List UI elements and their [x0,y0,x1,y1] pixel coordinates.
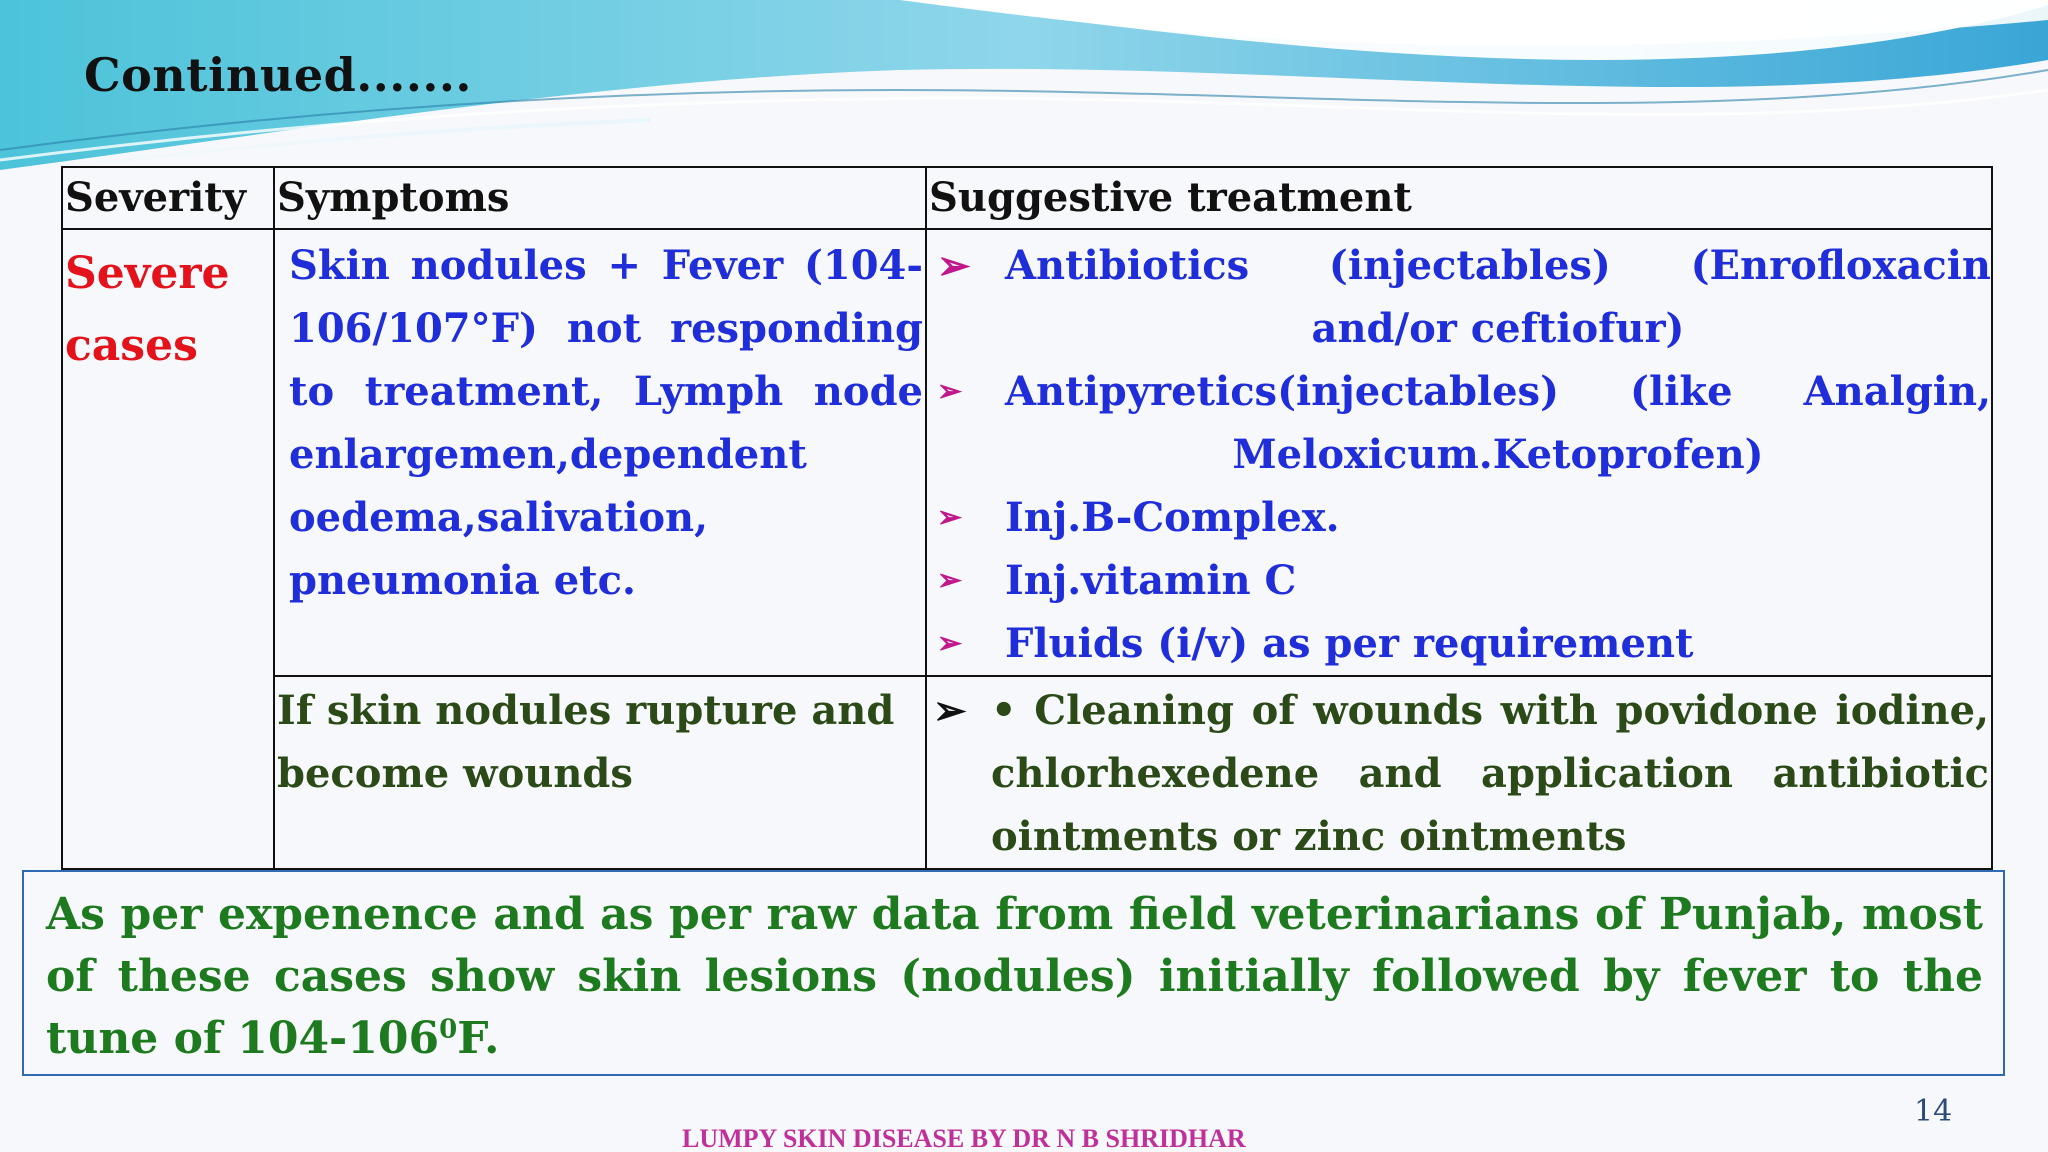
field-observation-note [22,870,2005,1076]
header-symptoms: Symptoms [274,167,926,229]
arrow-bullet-icon: ➢ [933,687,967,734]
treatment-table [61,166,1993,870]
treatment-line-cont: and/or ceftiofur) [1311,305,1685,352]
arrow-bullet-icon: ➢ [937,374,963,409]
severity-cell: Severe cases [62,229,274,869]
slide-title: Continued....... [84,48,472,102]
symptoms-cell: Skin nodules + Fever (104-106/107°F) not responding to treatment, Lymph node enlargemen,dependent oedema,salivation, pneumonia etc. [274,229,926,676]
footer-credit: LUMPY SKIN DISEASE BY DR N B SHRIDHAR [682,1124,1246,1152]
table-row [62,229,1992,676]
note-suffix: F. [457,1013,500,1064]
page-number: 14 [1914,1094,1953,1129]
treatment-line: Antibiotics (injectables) (Enrofloxacin [1005,242,1991,289]
header-treatment: Suggestive treatment [926,167,1992,229]
treatment-line: Antipyretics(injectables) (like Analgin, [1005,368,1991,415]
treatment-line: Fluids (i/v) as per requirement [1005,620,1694,667]
treatment-line-cont: Meloxicum.Ketoprofen) [1232,431,1764,478]
list-item [927,486,1991,549]
treatment-line: Inj.vitamin C [1005,557,1297,604]
list-item [927,360,1991,486]
treatment-line: Inj.B-Complex. [1005,494,1340,541]
treatment-cell [926,229,1992,676]
wound-symptom-cell: If skin nodules rupture and become wounds [274,676,926,869]
list-item [927,549,1991,612]
arrow-bullet-icon: ➢ [937,563,963,598]
table-row [62,676,1992,869]
note-text: As per expenence and as per raw data from field veterinarians of Punjab, most of these cases show skin lesions (nodules) initially followed by fever to the tune of 104-106 [46,889,1983,1064]
arrow-bullet-icon: ➢ [937,242,971,289]
arrow-bullet-icon: ➢ [937,626,963,661]
wound-treatment-text: • Cleaning of wounds with povidone iodine, chlorhexedene and application antibiotic ointments or zinc ointments [991,687,1989,860]
wound-treatment-cell [926,676,1992,869]
arrow-bullet-icon: ➢ [937,500,963,535]
list-item [927,612,1991,675]
note-superscript: 0 [439,1014,458,1045]
header-severity: Severity [62,167,274,229]
list-item [927,234,1991,360]
table-header-row [62,167,1992,229]
